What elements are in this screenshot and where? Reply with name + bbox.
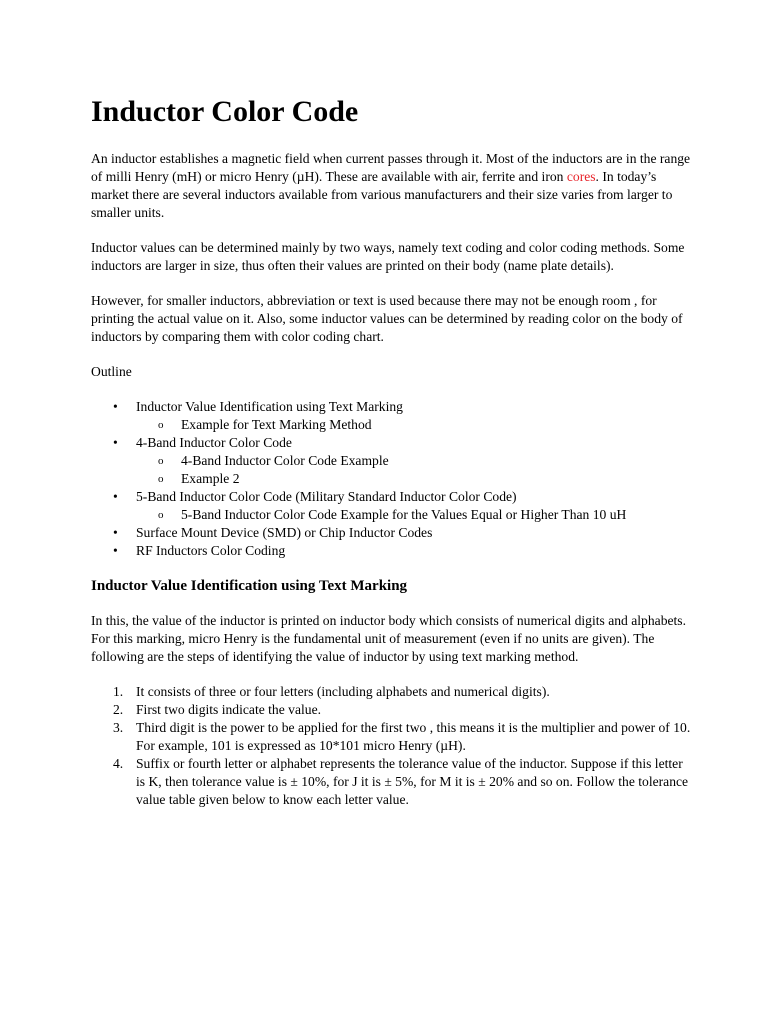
intro-paragraph-1 [91, 150, 691, 222]
step-number: 4. [113, 756, 124, 771]
outline-item-label: 5-Band Inductor Color Code (Military Standard Inductor Color Code) [136, 489, 517, 504]
cores-link[interactable]: cores [566, 169, 596, 184]
outline-item[interactable] [91, 488, 691, 524]
outline-item[interactable] [91, 398, 691, 434]
bullet-icon: • [113, 543, 118, 558]
outline-item-label: Inductor Value Identification using Text Marking [136, 399, 403, 414]
outline-heading: Outline [91, 364, 132, 379]
page-title: Inductor Color Code [91, 95, 359, 128]
outline-item-label: RF Inductors Color Coding [136, 543, 286, 558]
outline-item[interactable] [91, 542, 691, 560]
intro-text-after-link: . In today’s market there are several inductors available from various manufacturers and their size varies from larger to smaller units. [91, 169, 673, 220]
outline-sub-item-label: Example for Text Marking Method [181, 417, 372, 432]
sub-bullet-icon: o [158, 455, 164, 467]
outline-list [91, 398, 691, 560]
intro-paragraph-2: Inductor values can be determined mainly by two ways, namely text coding and color coding methods. Some inductors are larger in size, thus often their values are printed on their body (name plate details). [91, 240, 685, 273]
outline-item[interactable] [91, 434, 691, 488]
intro-text-before-link: An inductor establishes a magnetic field when current passes through it. Most of the inductors are in the range of milli Henry (mH) or micro Henry (µH). These are available with air, ferrite and iron [91, 151, 691, 184]
outline-item-label: Surface Mount Device (SMD) or Chip Inductor Codes [136, 525, 433, 540]
section-heading: Inductor Value Identification using Text Marking [91, 578, 408, 594]
sub-bullet-icon: o [158, 509, 164, 521]
step-item [91, 755, 691, 809]
step-number: 1. [113, 684, 124, 699]
step-number: 3. [113, 720, 124, 735]
outline-sub-item-label: Example 2 [181, 471, 240, 486]
outline-sub-list [136, 452, 691, 488]
outline-sub-item-label: 4-Band Inductor Color Code Example [181, 453, 389, 468]
outline-sub-item[interactable] [91, 452, 691, 470]
sub-bullet-icon: o [158, 419, 164, 431]
step-item [91, 683, 691, 701]
outline-item-label: 4-Band Inductor Color Code [136, 435, 292, 450]
step-text: Third digit is the power to be applied for the first two , this means it is the multiplier and power of 10. For example, 101 is expressed as 10*101 micro Henry (µH). [136, 720, 691, 753]
outline-sub-item[interactable] [91, 470, 691, 488]
step-item [91, 719, 691, 755]
step-number: 2. [113, 702, 124, 717]
step-text: First two digits indicate the value. [136, 702, 321, 717]
bullet-icon: • [113, 525, 118, 540]
step-text: It consists of three or four letters (including alphabets and numerical digits). [136, 684, 550, 699]
sub-bullet-icon: o [158, 473, 164, 485]
section-paragraph: In this, the value of the inductor is printed on inductor body which consists of numerical digits and alphabets. For this marking, micro Henry is the fundamental unit of measurement (even if no units are given). The following are the steps of identifying the value of inductor by using text marking method. [91, 613, 686, 664]
step-item [91, 701, 691, 719]
intro-paragraph-3: However, for smaller inductors, abbreviation or text is used because there may not be enough room , for printing the actual value on it. Also, some inductor values can be determined by reading color on the body of inductors by comparing them with color coding chart. [91, 293, 683, 344]
outline-sub-item-label: 5-Band Inductor Color Code Example for the Values Equal or Higher Than 10 uH [181, 507, 627, 522]
bullet-icon: • [113, 435, 118, 450]
outline-item[interactable] [91, 524, 691, 542]
outline-sub-item[interactable] [91, 506, 691, 524]
outline-sub-list [136, 416, 691, 434]
outline-sub-item[interactable] [91, 416, 691, 434]
document-content [91, 95, 691, 809]
steps-list [91, 683, 691, 809]
outline-sub-list [136, 506, 691, 524]
step-text: Suffix or fourth letter or alphabet represents the tolerance value of the inductor. Suppose if this letter is K, then tolerance value is ± 10%, for J it is ± 5%, for M it is ± 20% and so on. Follow the tolerance value table given below to know each letter value. [136, 756, 689, 807]
bullet-icon: • [113, 399, 118, 414]
bullet-icon: • [113, 489, 118, 504]
